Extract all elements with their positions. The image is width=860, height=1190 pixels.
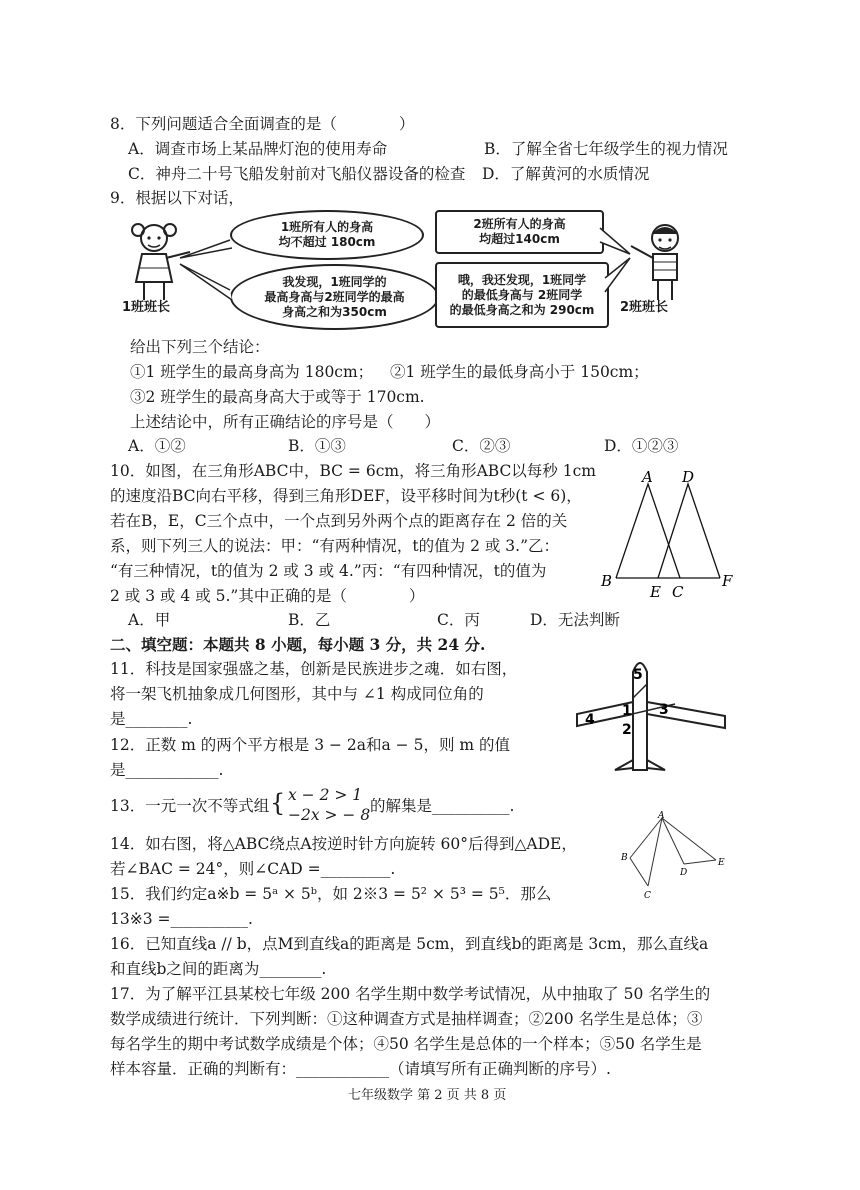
q9-ask: 上述结论中，所有正确结论的序号是（ ）	[130, 413, 441, 431]
q10-option-b: B．乙	[288, 611, 331, 629]
angle-4-label: 4	[585, 712, 595, 728]
angle-2-label: 2	[622, 722, 632, 738]
q10-line-3: 若在B，E，C三个点中，一个点到另外两个点的距离存在 2 倍的关	[110, 512, 568, 530]
vertex-f: F	[722, 572, 733, 590]
q17-line-2: 数学成绩进行统计．下列判断：①这种调查方式是抽样调查；②200 名学生是总体；③	[110, 1010, 703, 1028]
q9-intro: 给出下列三个结论：	[130, 338, 270, 356]
q10-option-a: A．甲	[128, 611, 171, 629]
q9-conclusion-2: ②1 班学生的最低身高小于 150cm；	[390, 363, 649, 381]
point-e: E	[718, 858, 725, 868]
q17-line-3: 每名学生的期中考试数学成绩是个体；④50 名学生是总体的一个样本；⑤50 名学生是	[110, 1035, 702, 1053]
point-d: D	[680, 868, 688, 878]
q8-option-b: B．了解全省七年级学生的视力情况	[484, 140, 728, 158]
airplane-figure	[575, 652, 745, 777]
class2-monitor-label: 2班班长	[620, 300, 669, 315]
q8-stem: 8．下列问题适合全面调查的是（ ）	[110, 115, 415, 133]
q15-line-2: 13※3 =__________.	[110, 910, 253, 928]
vertex-c: C	[672, 583, 684, 601]
q10-option-c: C．丙	[437, 611, 480, 629]
q12-line-2: 是____________.	[110, 761, 224, 779]
point-a: A	[658, 811, 665, 821]
q9-option-a: A．①②	[128, 437, 186, 455]
q9-option-d: D．①②③	[604, 437, 679, 455]
vertex-e: E	[650, 583, 661, 601]
q10-line-5: “有三种情况，t的值为 2 或 3 或 4.”丙：“有四种情况，t的值为	[110, 562, 547, 580]
point-c: C	[644, 891, 651, 900]
q10-line-4: 系，则下列三人的说法：甲：“有两种情况，t的值为 2 或 3.”乙：	[110, 537, 560, 555]
bubble-class2-sum: 哦，我还发现，1班同学 的最低身高与 2班同学 的最低身高之和为 290cm	[435, 262, 609, 328]
q15-line-1: 15．我们约定a※b = 5ᵃ × 5ᵇ，如 2※3 = 5² × 5³ = 5⁵．那么	[110, 885, 552, 903]
q14-line-1: 14．如右图，将△ABC绕点A按逆时针方向旋转 60°后得到△ADE，	[110, 835, 577, 853]
section-2-heading: 二、填空题：本题共 8 小题，每小题 3 分，共 24 分.	[110, 635, 486, 654]
q16-line-1: 16．已知直线a // b，点M到直线a的距离是 5cm，到直线b的距离是 3cm，那么直线a	[110, 935, 709, 953]
q13-prefix: 13．一元一次不等式组	[110, 797, 270, 815]
vertex-b: B	[601, 572, 613, 590]
q9-option-b: B．①③	[288, 437, 346, 455]
point-b: B	[621, 853, 628, 863]
page-footer: 七年级数学 第 2 页 共 8 页	[348, 1088, 507, 1103]
q11-line-1: 11．科技是国家强盛之基，创新是民族进步之魂．如右图，	[110, 660, 518, 678]
bubble-class2-min: 2班所有人的身高 均超过140cm	[435, 210, 604, 254]
angle-3-label: 3	[659, 702, 669, 718]
q10-line-2: 的速度沿BC向右平移，得到三角形DEF，设平移时间为t秒(t < 6)，	[110, 487, 582, 505]
q16-line-2: 和直线b之间的距离为________.	[110, 960, 327, 978]
q14-line-2: 若∠BAC = 24°，则∠CAD =_________.	[110, 860, 396, 878]
q10-option-d: D．无法判断	[530, 611, 620, 629]
q11-line-2: 将一架飞机抽象成几何图形，其中与 ∠1 构成同位角的	[110, 685, 484, 703]
angle-5-label: 5	[633, 667, 643, 683]
bubble-class1-max: 1班所有人的身高 均不超过 180cm	[230, 210, 424, 260]
vertex-a: A	[642, 468, 653, 486]
q17-line-1: 17．为了解平江县某校七年级 200 名学生期中数学考试情况，从中抽取了 50 名学生的	[110, 985, 711, 1003]
q9-dialogue-figure	[110, 208, 770, 328]
q10-triangle-figure	[598, 462, 748, 602]
q8-option-a: A．调查市场上某品牌灯泡的使用寿命	[128, 140, 388, 158]
q13-suffix: 的解集是__________.	[370, 797, 515, 815]
q12-line-1: 12．正数 m 的两个平方根是 3 − 2a和a − 5，则 m 的值	[110, 736, 511, 754]
q11-line-3: 是________.	[110, 710, 193, 728]
q10-line-1: 10．如图，在三角形ABC中，BC = 6cm，将三角形ABC以每秒 1cm	[110, 462, 596, 480]
class1-monitor-label: 1班班长	[122, 300, 171, 315]
q17-line-4: 样本容量．正确的判断有：____________（请填写所有正确判断的序号）.	[110, 1060, 611, 1078]
q8-option-c: C．神舟二十号飞船发射前对飞船仪器设备的检查	[128, 165, 466, 183]
q9-conclusion-3: ③2 班学生的最高身高大于或等于 170cm.	[130, 388, 425, 406]
q8-option-d: D．了解黄河的水质情况	[482, 165, 650, 183]
q13-inequality-1: x − 2 > 1	[288, 786, 363, 804]
q13-inequality-2: −2x > − 8	[288, 806, 371, 824]
angle-1-label: 1	[622, 703, 632, 719]
rotation-triangle-figure	[618, 810, 748, 900]
q9-option-c: C．②③	[452, 437, 511, 455]
q10-line-6: 2 或 3 或 4 或 5.”其中正确的是（ ）	[110, 587, 425, 605]
q13-brace: {	[270, 789, 286, 817]
q9-stem: 9．根据以下对话，	[110, 189, 244, 207]
bubble-class1-sum: 我发现，1班同学的 最高身高与2班同学的最高 身高之和为350cm	[230, 264, 439, 330]
bubble-pointers	[180, 228, 240, 308]
vertex-d: D	[682, 468, 695, 486]
q9-conclusion-1: ①1 班学生的最高身高为 180cm；	[130, 363, 374, 381]
